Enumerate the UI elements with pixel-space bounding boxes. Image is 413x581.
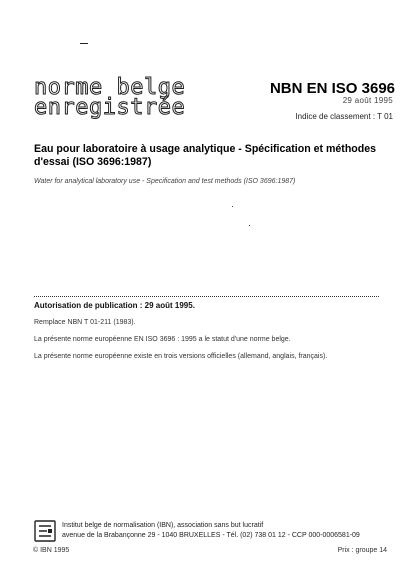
publication-authorization: Autorisation de publication : 29 août 1995. [34,301,195,310]
institute-logo-icon [33,519,57,543]
scan-speck [232,206,233,207]
institute-name: Institut belge de normalisation (IBN), association sans but lucratif [62,522,264,529]
scan-mark [80,43,88,44]
section-divider [34,296,379,297]
document-title-french: Eau pour laboratoire à usage analytique - Spécification et méthodes d'essai (ISO 3696:1987) [34,143,377,168]
price-group: Prix : groupe 14 [337,547,387,554]
scan-speck [249,225,250,226]
brand-line-2: enregistrée [34,95,186,120]
document-title-english: Water for analytical laboratory use - Specification and test methods (ISO 3696:1987) [34,178,296,185]
standard-number: NBN EN ISO 3696 [269,80,395,97]
copyright-notice: © IBN 1995 [33,547,70,554]
brand-line-1: norme belge [34,75,186,100]
institute-address: avenue de la Brabançonne 29 - 1040 BRUXELLES - Tél. (02) 738 01 12 - CCP 000-0006581-09 [62,532,360,539]
replaces-note: Remplace NBN T 01-211 (1983). [34,319,136,326]
languages-note: La présente norme européenne existe en trois versions officielles (allemand, anglais, français). [34,353,328,360]
classification-index: Indice de classement : T 01 [295,112,393,121]
standard-date: 29 août 1995 [342,96,393,105]
status-note: La présente norme européenne EN ISO 3696 : 1995 a le statut d'une norme belge. [34,336,291,343]
